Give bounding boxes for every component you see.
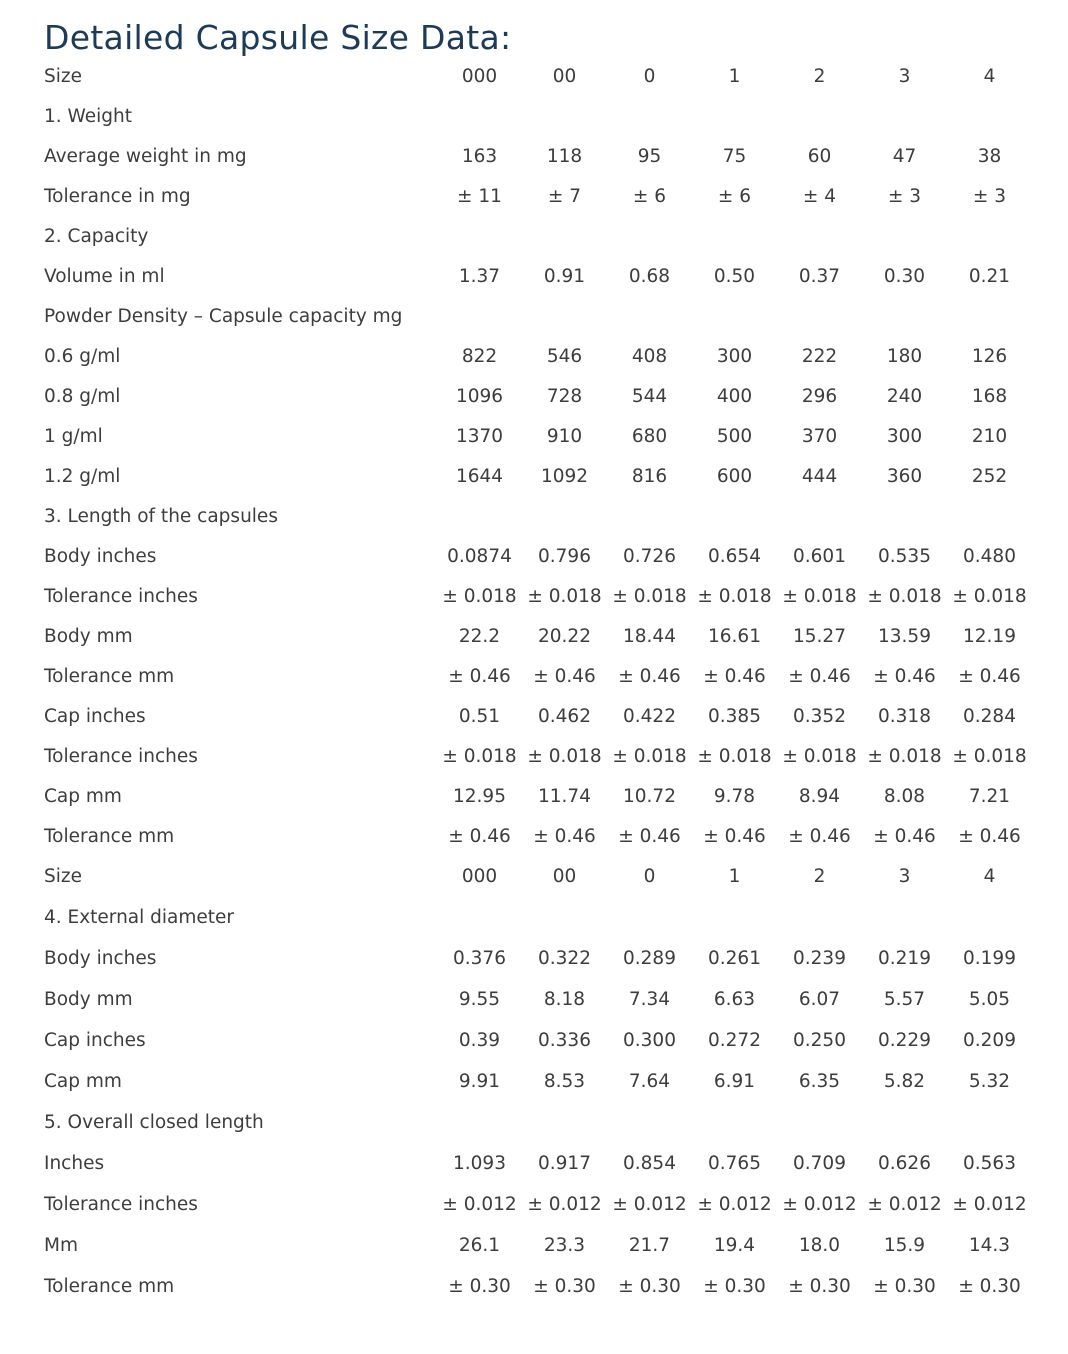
table-cell: 0.322	[538, 948, 591, 969]
table-cell: 5.57	[883, 989, 926, 1010]
table-cell: 910	[546, 426, 583, 447]
table-cell: ± 0.46	[703, 826, 766, 847]
row-label: Size	[44, 866, 82, 887]
table-cell: 163	[461, 146, 498, 167]
section-heading: 3. Length of the capsules	[44, 506, 278, 527]
table-cell: 1	[728, 66, 741, 87]
table-cell: 9.78	[713, 786, 756, 807]
table-cell: ± 0.018	[527, 586, 602, 607]
table-cell: ± 0.018	[442, 586, 517, 607]
table-cell: 47	[892, 146, 917, 167]
table-body	[36, 57, 1032, 1307]
table-cell: ± 0.012	[697, 1194, 772, 1215]
table-row	[36, 377, 1032, 417]
row-label: Tolerance inches	[44, 1194, 198, 1215]
row-label: Inches	[44, 1153, 105, 1174]
table-cell: 9.91	[458, 1071, 501, 1092]
table-cell: ± 0.018	[952, 746, 1027, 767]
table-cell: ± 0.46	[788, 666, 851, 687]
table-cell: ± 0.46	[533, 666, 596, 687]
table-row	[36, 1225, 1032, 1266]
table-cell: ± 6	[632, 186, 667, 207]
table-cell: 126	[971, 346, 1008, 367]
table-cell: 15.27	[793, 626, 846, 647]
table-row	[36, 577, 1032, 617]
table-cell: 168	[971, 386, 1008, 407]
table-row	[36, 979, 1032, 1020]
table-cell: 0.352	[793, 706, 846, 727]
table-cell: 6.63	[713, 989, 756, 1010]
table-cell: 9.55	[458, 989, 501, 1010]
table-cell: ± 0.30	[618, 1276, 681, 1297]
row-label: Average weight in mg	[44, 146, 247, 167]
table-cell: 360	[886, 466, 923, 487]
table-cell: ± 0.46	[873, 826, 936, 847]
table-cell: ± 0.30	[788, 1276, 851, 1297]
table-cell: 546	[546, 346, 583, 367]
page-title: Detailed Capsule Size Data:	[44, 18, 512, 57]
table-cell: 1370	[455, 426, 504, 447]
table-cell: 400	[716, 386, 753, 407]
table-cell: ± 0.012	[612, 1194, 687, 1215]
row-label: Cap mm	[44, 1071, 122, 1092]
table-row	[36, 537, 1032, 577]
table-cell: 0.50	[713, 266, 756, 287]
table-cell: 14.3	[968, 1235, 1011, 1256]
table-cell: ± 0.46	[873, 666, 936, 687]
table-cell: 822	[461, 346, 498, 367]
table-cell: 240	[886, 386, 923, 407]
table-cell: ± 0.018	[612, 746, 687, 767]
table-cell: 0.219	[878, 948, 931, 969]
table-cell: ± 0.018	[782, 586, 857, 607]
table-row	[36, 657, 1032, 697]
table-cell: ± 0.018	[952, 586, 1027, 607]
table-cell: ± 0.30	[873, 1276, 936, 1297]
section-heading-row	[36, 297, 1032, 337]
table-cell: 75	[722, 146, 747, 167]
section-heading: 2. Capacity	[44, 226, 149, 247]
table-cell: 0.289	[623, 948, 676, 969]
table-cell: 0.199	[963, 948, 1016, 969]
table-cell: ± 0.018	[697, 746, 772, 767]
table-cell: ± 0.30	[533, 1276, 596, 1297]
table-cell: 12.95	[453, 786, 506, 807]
table-cell: 252	[971, 466, 1008, 487]
table-cell: ± 0.46	[448, 826, 511, 847]
table-cell: 26.1	[458, 1235, 501, 1256]
table-cell: 0.91	[543, 266, 586, 287]
section-heading-row	[36, 897, 1032, 938]
table-cell: ± 0.46	[958, 666, 1021, 687]
table-cell: 3	[898, 66, 911, 87]
table-cell: 18.44	[623, 626, 676, 647]
row-label: Tolerance inches	[44, 746, 198, 767]
table-cell: 18.0	[798, 1235, 841, 1256]
table-cell: 0.37	[798, 266, 841, 287]
table-cell: 0.300	[623, 1030, 676, 1051]
section-heading: 1. Weight	[44, 106, 132, 127]
table-cell: ± 0.018	[697, 586, 772, 607]
table-cell: 210	[971, 426, 1008, 447]
table-row	[36, 337, 1032, 377]
table-cell: ± 0.012	[867, 1194, 942, 1215]
table-cell: 544	[631, 386, 668, 407]
table-cell: ± 3	[972, 186, 1007, 207]
table-cell: 0.229	[878, 1030, 931, 1051]
table-cell: 728	[546, 386, 583, 407]
table-cell: 0.30	[883, 266, 926, 287]
table-cell: 22.2	[458, 626, 501, 647]
table-cell: 11.74	[538, 786, 591, 807]
table-cell: 0.626	[878, 1153, 931, 1174]
table-row	[36, 737, 1032, 777]
table-row	[36, 257, 1032, 297]
table-cell: 23.3	[543, 1235, 586, 1256]
capsule-size-table	[36, 57, 1032, 1307]
row-label: Mm	[44, 1235, 78, 1256]
table-cell: 4	[983, 66, 996, 87]
table-cell: 0.21	[968, 266, 1011, 287]
table-cell: ± 0.46	[618, 666, 681, 687]
table-row	[36, 817, 1032, 857]
table-cell: 1092	[540, 466, 589, 487]
table-cell: 180	[886, 346, 923, 367]
table-cell: 0.376	[453, 948, 506, 969]
table-cell: 0.462	[538, 706, 591, 727]
table-row	[36, 1061, 1032, 1102]
table-cell: 0.563	[963, 1153, 1016, 1174]
table-cell: 0.422	[623, 706, 676, 727]
table-cell: 0.68	[628, 266, 671, 287]
table-row	[36, 938, 1032, 979]
table-cell: ± 11	[457, 186, 502, 207]
table-cell: 1096	[455, 386, 504, 407]
table-cell: 7.64	[628, 1071, 671, 1092]
table-cell: ± 0.018	[782, 746, 857, 767]
table-cell: ± 3	[887, 186, 922, 207]
table-cell: ± 0.018	[442, 746, 517, 767]
table-cell: 0.318	[878, 706, 931, 727]
table-cell: 0.51	[458, 706, 501, 727]
table-cell: 500	[716, 426, 753, 447]
row-label: Cap mm	[44, 786, 122, 807]
row-label: Tolerance mm	[44, 1276, 175, 1297]
table-cell: 12.19	[963, 626, 1016, 647]
row-label: Body mm	[44, 989, 133, 1010]
table-cell: 0.726	[623, 546, 676, 567]
table-row	[36, 1143, 1032, 1184]
section-heading: 5. Overall closed length	[44, 1112, 264, 1133]
table-cell: 1.093	[453, 1153, 506, 1174]
table-cell: 0.209	[963, 1030, 1016, 1051]
table-cell: 1	[728, 866, 741, 887]
table-cell: 0.765	[708, 1153, 761, 1174]
table-cell: 0.709	[793, 1153, 846, 1174]
table-cell: ± 7	[547, 186, 582, 207]
table-cell: 6.07	[798, 989, 841, 1010]
table-cell: 95	[637, 146, 662, 167]
row-label: Cap inches	[44, 706, 146, 727]
table-cell: 816	[631, 466, 668, 487]
section-heading-row	[36, 217, 1032, 257]
table-cell: 0.261	[708, 948, 761, 969]
table-cell: 21.7	[628, 1235, 671, 1256]
table-cell: 20.22	[538, 626, 591, 647]
table-row	[36, 697, 1032, 737]
table-cell: ± 0.46	[618, 826, 681, 847]
table-cell: 0.535	[878, 546, 931, 567]
table-cell: 0.854	[623, 1153, 676, 1174]
table-cell: ± 0.46	[448, 666, 511, 687]
table-cell: ± 0.012	[527, 1194, 602, 1215]
table-row	[36, 177, 1032, 217]
table-cell: 0.39	[458, 1030, 501, 1051]
row-label: Tolerance inches	[44, 586, 198, 607]
table-cell: 444	[801, 466, 838, 487]
row-label: Tolerance mm	[44, 666, 175, 687]
table-cell: 000	[461, 866, 498, 887]
table-cell: 6.35	[798, 1071, 841, 1092]
table-cell: 2	[813, 866, 826, 887]
table-cell: 1.37	[458, 266, 501, 287]
table-cell: 5.32	[968, 1071, 1011, 1092]
table-cell: 222	[801, 346, 838, 367]
table-cell: 15.9	[883, 1235, 926, 1256]
table-cell: 0.480	[963, 546, 1016, 567]
table-cell: ± 0.018	[527, 746, 602, 767]
table-row	[36, 457, 1032, 497]
table-cell: 0.796	[538, 546, 591, 567]
table-cell: ± 0.30	[958, 1276, 1021, 1297]
table-cell: 13.59	[878, 626, 931, 647]
table-cell: 7.34	[628, 989, 671, 1010]
table-cell: 4	[983, 866, 996, 887]
table-cell: 00	[552, 866, 577, 887]
table-cell: 10.72	[623, 786, 676, 807]
table-cell: 0	[643, 66, 656, 87]
table-cell: 3	[898, 866, 911, 887]
table-cell: 8.94	[798, 786, 841, 807]
table-cell: 600	[716, 466, 753, 487]
table-row	[36, 857, 1032, 897]
table-cell: ± 0.018	[612, 586, 687, 607]
table-cell: 0.917	[538, 1153, 591, 1174]
table-cell: 0.239	[793, 948, 846, 969]
row-label: Tolerance in mg	[44, 186, 191, 207]
table-cell: ± 0.018	[867, 746, 942, 767]
row-label: Body mm	[44, 626, 133, 647]
table-cell: 300	[716, 346, 753, 367]
table-cell: ± 0.46	[958, 826, 1021, 847]
table-cell: 118	[546, 146, 583, 167]
table-cell: 680	[631, 426, 668, 447]
table-cell: 0.385	[708, 706, 761, 727]
table-row	[36, 1184, 1032, 1225]
section-heading: 4. External diameter	[44, 907, 235, 928]
table-cell: 2	[813, 66, 826, 87]
table-cell: ± 0.012	[782, 1194, 857, 1215]
section-heading-row	[36, 1102, 1032, 1143]
row-label: Cap inches	[44, 1030, 146, 1051]
table-cell: ± 0.30	[448, 1276, 511, 1297]
table-row	[36, 617, 1032, 657]
table-cell: 0.284	[963, 706, 1016, 727]
row-label: 1 g/ml	[44, 426, 103, 447]
row-label: Volume in ml	[44, 266, 165, 287]
table-cell: 1644	[455, 466, 504, 487]
table-cell: 0.654	[708, 546, 761, 567]
table-cell: 0.0874	[447, 546, 512, 567]
table-cell: 5.05	[968, 989, 1011, 1010]
section-heading-row	[36, 97, 1032, 137]
table-cell: 16.61	[708, 626, 761, 647]
table-cell: 0.272	[708, 1030, 761, 1051]
table-cell: ± 0.012	[952, 1194, 1027, 1215]
table-cell: ± 0.46	[703, 666, 766, 687]
table-row	[36, 57, 1032, 97]
table-cell: 5.82	[883, 1071, 926, 1092]
table-cell: 0.250	[793, 1030, 846, 1051]
table-cell: ± 0.46	[788, 826, 851, 847]
table-cell: ± 0.018	[867, 586, 942, 607]
row-label: Tolerance mm	[44, 826, 175, 847]
table-row	[36, 417, 1032, 457]
table-cell: 296	[801, 386, 838, 407]
table-cell: 8.08	[883, 786, 926, 807]
table-row	[36, 1266, 1032, 1307]
table-cell: ± 4	[802, 186, 837, 207]
table-cell: 60	[807, 146, 832, 167]
table-cell: 38	[977, 146, 1002, 167]
table-cell: 000	[461, 66, 498, 87]
table-cell: 370	[801, 426, 838, 447]
table-cell: 0.336	[538, 1030, 591, 1051]
table-cell: ± 6	[717, 186, 752, 207]
row-label: 0.8 g/ml	[44, 386, 121, 407]
table-cell: 7.21	[968, 786, 1011, 807]
section-heading: Powder Density – Capsule capacity mg	[44, 306, 403, 327]
table-cell: 8.18	[543, 989, 586, 1010]
table-cell: 0.601	[793, 546, 846, 567]
table-row	[36, 137, 1032, 177]
row-label: Body inches	[44, 546, 157, 567]
table-cell: ± 0.46	[533, 826, 596, 847]
table-cell: ± 0.30	[703, 1276, 766, 1297]
table-cell: 00	[552, 66, 577, 87]
table-cell: 19.4	[713, 1235, 756, 1256]
section-heading-row	[36, 497, 1032, 537]
row-label: Body inches	[44, 948, 157, 969]
table-row	[36, 777, 1032, 817]
row-label: 1.2 g/ml	[44, 466, 121, 487]
table-cell: 300	[886, 426, 923, 447]
table-cell: ± 0.012	[442, 1194, 517, 1215]
table-cell: 0	[643, 866, 656, 887]
table-cell: 8.53	[543, 1071, 586, 1092]
table-cell: 408	[631, 346, 668, 367]
row-label: 0.6 g/ml	[44, 346, 121, 367]
table-row	[36, 1020, 1032, 1061]
row-label: Size	[44, 66, 82, 87]
table-cell: 6.91	[713, 1071, 756, 1092]
